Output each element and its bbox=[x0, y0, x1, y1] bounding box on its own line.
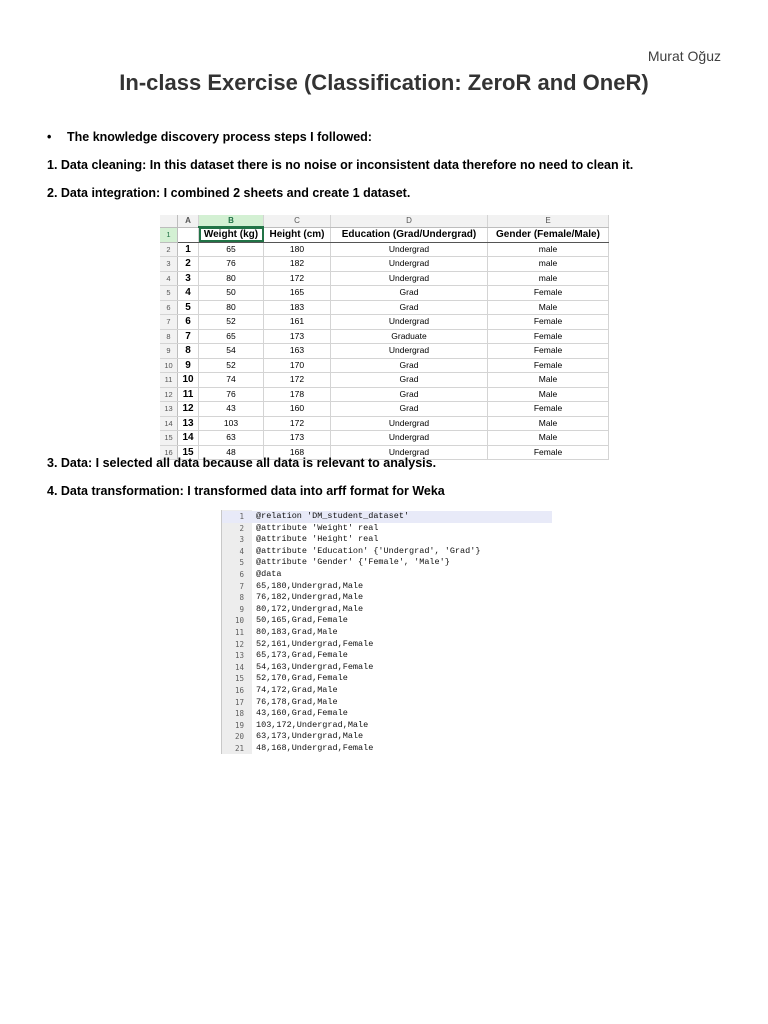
bullet-icon: • bbox=[47, 130, 52, 144]
line-number: 5 bbox=[239, 558, 244, 568]
code-line[interactable] bbox=[222, 650, 552, 662]
table-cell[interactable]: Grad bbox=[331, 402, 488, 417]
line-number: 3 bbox=[239, 535, 244, 545]
line-number: 18 bbox=[234, 709, 244, 719]
line-number: 1 bbox=[239, 512, 244, 521]
code-line[interactable] bbox=[222, 592, 552, 604]
line-number: 16 bbox=[234, 686, 244, 695]
table-cell[interactable]: 5 bbox=[178, 300, 199, 315]
code-line[interactable] bbox=[222, 523, 552, 535]
table-cell[interactable]: Male bbox=[488, 416, 609, 431]
code-line[interactable] bbox=[222, 720, 552, 732]
code-line[interactable] bbox=[222, 685, 552, 697]
table-cell[interactable]: 76 bbox=[199, 387, 264, 402]
step-3-text: 3. Data: I selected all data because all data is relevant to analysis. bbox=[47, 456, 437, 470]
table-cell[interactable]: Female bbox=[488, 315, 609, 330]
line-number: 2 bbox=[239, 523, 244, 533]
table-row bbox=[160, 344, 609, 359]
code-text: 80,183,Grad,Male bbox=[256, 627, 338, 637]
table-cell[interactable]: 76 bbox=[199, 257, 264, 272]
line-number: 10 bbox=[234, 616, 244, 626]
table-cell[interactable]: 80 bbox=[199, 271, 264, 286]
code-text: @attribute 'Education' {'Undergrad', 'Grad'} bbox=[256, 545, 481, 556]
row-number[interactable]: 1 bbox=[160, 227, 178, 242]
code-line[interactable] bbox=[222, 662, 552, 674]
code-text: 54,163,Undergrad,Female bbox=[256, 661, 374, 672]
table-cell[interactable]: Grad bbox=[331, 373, 488, 388]
row-number[interactable]: 8 bbox=[160, 329, 178, 344]
table-cell[interactable]: 161 bbox=[264, 315, 331, 330]
row-number[interactable]: 4 bbox=[160, 271, 178, 286]
table-cell[interactable]: 52 bbox=[199, 358, 264, 373]
table-cell[interactable]: 172 bbox=[264, 416, 331, 431]
table-cell[interactable]: 168 bbox=[264, 445, 331, 460]
table-row bbox=[160, 300, 609, 315]
table-cell[interactable]: 172 bbox=[264, 271, 331, 286]
code-text: @relation 'DM_student_dataset' bbox=[256, 511, 410, 521]
table-cell[interactable]: Undergrad bbox=[331, 416, 488, 431]
author-name: Murat Oğuz bbox=[647, 48, 721, 64]
table-row bbox=[160, 358, 609, 373]
row-number[interactable]: 12 bbox=[160, 387, 178, 402]
table-cell[interactable]: 65 bbox=[199, 242, 264, 257]
code-line[interactable] bbox=[222, 546, 552, 558]
row-number[interactable]: 16 bbox=[160, 445, 178, 460]
column-header-row bbox=[160, 215, 609, 227]
line-number: 19 bbox=[234, 720, 244, 730]
code-text: @attribute 'Height' real bbox=[256, 534, 379, 545]
spreadsheet-table bbox=[160, 215, 609, 460]
step-4-text: 4. Data transformation: I transformed data into arff format for Weka bbox=[47, 484, 445, 498]
table-cell[interactable]: 1 bbox=[178, 242, 199, 257]
code-line[interactable] bbox=[222, 697, 552, 709]
line-number: 7 bbox=[239, 581, 244, 591]
code-line[interactable] bbox=[222, 557, 552, 569]
table-cell[interactable]: 80 bbox=[199, 300, 264, 315]
table-cell[interactable]: 9 bbox=[178, 358, 199, 373]
code-text: @attribute 'Gender' {'Female', 'Male'} bbox=[256, 557, 450, 568]
row-number[interactable]: 14 bbox=[160, 416, 178, 431]
table-cell[interactable]: Male bbox=[488, 373, 609, 388]
code-line[interactable] bbox=[222, 581, 552, 593]
code-line[interactable] bbox=[222, 511, 552, 523]
table-cell[interactable]: 11 bbox=[178, 387, 199, 402]
line-number: 21 bbox=[234, 744, 244, 753]
row-number[interactable]: 15 bbox=[160, 431, 178, 446]
table-cell[interactable]: Undergrad bbox=[331, 315, 488, 330]
table-row bbox=[160, 271, 609, 286]
table-row bbox=[160, 329, 609, 344]
table-cell[interactable]: 160 bbox=[264, 402, 331, 417]
code-text: 80,172,Undergrad,Male bbox=[256, 603, 364, 614]
code-line[interactable] bbox=[222, 731, 552, 743]
table-row bbox=[160, 257, 609, 272]
table-cell[interactable]: 54 bbox=[199, 344, 264, 359]
table-row bbox=[160, 431, 609, 446]
table-cell[interactable]: Female bbox=[488, 286, 609, 301]
code-line[interactable] bbox=[222, 708, 552, 720]
table-cell[interactable]: Female bbox=[488, 329, 609, 344]
table-cell[interactable]: Grad bbox=[331, 300, 488, 315]
row-number[interactable]: 10 bbox=[160, 358, 178, 373]
table-cell[interactable]: Grad bbox=[331, 387, 488, 402]
table-cell[interactable]: Undergrad bbox=[331, 242, 488, 257]
table-cell[interactable]: Undergrad bbox=[331, 257, 488, 272]
table-cell[interactable]: 15 bbox=[178, 445, 199, 460]
line-number: 8 bbox=[239, 593, 244, 603]
row-number[interactable]: 13 bbox=[160, 402, 178, 417]
table-cell[interactable]: 173 bbox=[264, 329, 331, 344]
code-text: @attribute 'Weight' real bbox=[256, 522, 379, 533]
table-header-row bbox=[160, 227, 609, 242]
line-number: 20 bbox=[234, 732, 244, 742]
code-text: 63,173,Undergrad,Male bbox=[256, 731, 364, 742]
table-cell[interactable]: 43 bbox=[199, 402, 264, 417]
table-cell[interactable]: 180 bbox=[264, 242, 331, 257]
table-cell[interactable]: 63 bbox=[199, 431, 264, 446]
header-cell[interactable] bbox=[178, 227, 199, 242]
table-cell[interactable]: 2 bbox=[178, 257, 199, 272]
code-text: 50,165,Grad,Female bbox=[256, 615, 348, 626]
code-line[interactable] bbox=[222, 627, 552, 639]
table-cell[interactable]: 10 bbox=[178, 373, 199, 388]
row-number[interactable]: 11 bbox=[160, 373, 178, 388]
code-text: 76,182,Undergrad,Male bbox=[256, 592, 364, 603]
table-cell[interactable]: 182 bbox=[264, 257, 331, 272]
code-line[interactable] bbox=[222, 673, 552, 685]
table-cell[interactable]: 170 bbox=[264, 358, 331, 373]
line-number: 9 bbox=[239, 604, 244, 614]
row-number[interactable]: 5 bbox=[160, 286, 178, 301]
line-number: 4 bbox=[239, 546, 244, 556]
row-number[interactable]: 3 bbox=[160, 257, 178, 272]
code-text: 43,160,Grad,Female bbox=[256, 708, 348, 719]
table-cell[interactable]: Female bbox=[488, 445, 609, 460]
row-number[interactable]: 7 bbox=[160, 315, 178, 330]
table-cell[interactable]: 173 bbox=[264, 431, 331, 446]
code-text: 74,172,Grad,Male bbox=[256, 685, 338, 695]
line-number: 13 bbox=[234, 651, 244, 661]
code-line[interactable] bbox=[222, 569, 552, 581]
row-number[interactable]: 6 bbox=[160, 300, 178, 315]
corner-cell[interactable] bbox=[160, 215, 178, 227]
table-cell[interactable]: 3 bbox=[178, 271, 199, 286]
bullet-item bbox=[47, 130, 372, 144]
table-cell[interactable]: 8 bbox=[178, 344, 199, 359]
table-cell[interactable]: 14 bbox=[178, 431, 199, 446]
table-row bbox=[160, 387, 609, 402]
table-cell[interactable]: 50 bbox=[199, 286, 264, 301]
table-cell[interactable]: Male bbox=[488, 431, 609, 446]
table-cell[interactable]: Female bbox=[488, 358, 609, 373]
table-cell[interactable]: 48 bbox=[199, 445, 264, 460]
line-number: 14 bbox=[234, 662, 244, 672]
table-cell[interactable]: 103 bbox=[199, 416, 264, 431]
table-row bbox=[160, 402, 609, 417]
table-cell[interactable]: 65 bbox=[199, 329, 264, 344]
code-text: 52,161,Undergrad,Female bbox=[256, 638, 374, 649]
table-row bbox=[160, 286, 609, 301]
column-header-d[interactable]: D bbox=[331, 215, 488, 227]
header-cell[interactable]: Gender (Female/Male) bbox=[488, 227, 609, 242]
code-text: 65,180,Undergrad,Male bbox=[256, 580, 364, 591]
code-line[interactable] bbox=[222, 534, 552, 546]
table-cell[interactable]: 7 bbox=[178, 329, 199, 344]
line-number: 12 bbox=[234, 639, 244, 649]
code-text: 65,173,Grad,Female bbox=[256, 650, 348, 661]
page-title: In-class Exercise (Classification: ZeroR and OneR) bbox=[119, 70, 649, 95]
table-cell[interactable]: 165 bbox=[264, 286, 331, 301]
line-number: 15 bbox=[234, 674, 244, 684]
row-number[interactable]: 2 bbox=[160, 242, 178, 257]
header-cell[interactable]: Education (Grad/Undergrad) bbox=[331, 227, 488, 242]
code-text: 48,168,Undergrad,Female bbox=[256, 743, 374, 753]
table-row bbox=[160, 315, 609, 330]
bullet-text: The knowledge discovery process steps I followed: bbox=[67, 130, 372, 144]
table-cell[interactable]: Female bbox=[488, 344, 609, 359]
line-number: 11 bbox=[234, 628, 244, 637]
code-text: @data bbox=[256, 569, 282, 579]
code-line[interactable] bbox=[222, 604, 552, 616]
row-number[interactable]: 9 bbox=[160, 344, 178, 359]
code-text: 76,178,Grad,Male bbox=[256, 696, 338, 707]
table-cell[interactable]: 6 bbox=[178, 315, 199, 330]
table-cell[interactable]: Grad bbox=[331, 358, 488, 373]
table-cell[interactable]: 178 bbox=[264, 387, 331, 402]
table-cell[interactable]: 12 bbox=[178, 402, 199, 417]
table-row bbox=[160, 373, 609, 388]
column-header-e[interactable]: E bbox=[488, 215, 609, 227]
table-cell[interactable]: Undergrad bbox=[331, 445, 488, 460]
table-cell[interactable]: Undergrad bbox=[331, 431, 488, 446]
code-text: 103,172,Undergrad,Male bbox=[256, 719, 369, 730]
table-cell[interactable]: Undergrad bbox=[331, 344, 488, 359]
code-line[interactable] bbox=[222, 743, 552, 755]
code-line[interactable] bbox=[222, 615, 552, 627]
table-cell[interactable]: 163 bbox=[264, 344, 331, 359]
column-header-a[interactable]: A bbox=[178, 215, 199, 227]
line-number: 17 bbox=[234, 697, 244, 707]
code-text: 52,170,Grad,Female bbox=[256, 673, 348, 684]
code-line[interactable] bbox=[222, 639, 552, 651]
table-cell[interactable]: Male bbox=[488, 387, 609, 402]
table-cell[interactable]: Male bbox=[488, 300, 609, 315]
table-cell[interactable]: Grad bbox=[331, 286, 488, 301]
table-cell[interactable]: 183 bbox=[264, 300, 331, 315]
header-cell[interactable]: Height (cm) bbox=[264, 227, 331, 242]
column-header-c[interactable]: C bbox=[264, 215, 331, 227]
step-2-text: 2. Data integration: I combined 2 sheets and create 1 dataset. bbox=[47, 186, 411, 200]
table-cell[interactable]: Female bbox=[488, 402, 609, 417]
table-cell[interactable]: male bbox=[488, 271, 609, 286]
table-cell[interactable]: male bbox=[488, 242, 609, 257]
column-header-b[interactable]: B bbox=[199, 215, 264, 227]
header-cell[interactable]: Weight (kg) bbox=[199, 227, 264, 242]
table-cell[interactable]: 172 bbox=[264, 373, 331, 388]
table-cell[interactable]: 4 bbox=[178, 286, 199, 301]
arff-code-view bbox=[221, 510, 552, 754]
table-cell[interactable]: Graduate bbox=[331, 329, 488, 344]
table-row bbox=[160, 242, 609, 257]
line-number: 6 bbox=[239, 570, 244, 579]
table-cell[interactable]: 74 bbox=[199, 373, 264, 388]
table-row bbox=[160, 416, 609, 431]
table-cell[interactable]: 13 bbox=[178, 416, 199, 431]
table-cell[interactable]: 52 bbox=[199, 315, 264, 330]
table-cell[interactable]: male bbox=[488, 257, 609, 272]
table-cell[interactable]: Undergrad bbox=[331, 271, 488, 286]
step-1-text: 1. Data cleaning: In this dataset there is no noise or inconsistent data therefore no need to clean it. bbox=[47, 158, 634, 172]
